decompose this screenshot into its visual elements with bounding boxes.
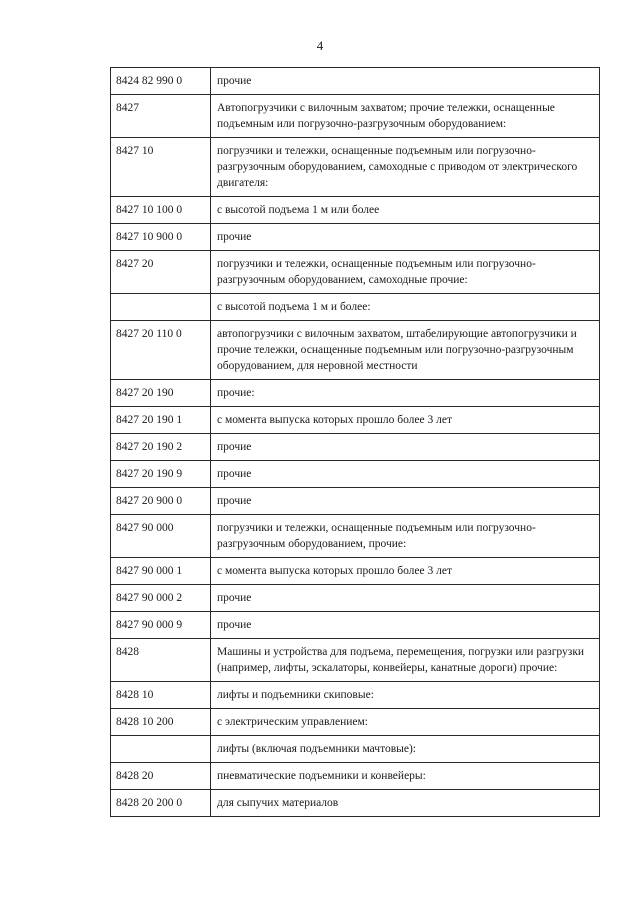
description-cell: погрузчики и тележки, оснащенные подъемным или погрузочно-разгрузочным оборудованием, прочие: — [211, 515, 600, 558]
code-cell — [111, 294, 211, 321]
code-cell: 8427 90 000 2 — [111, 585, 211, 612]
table-row — [111, 251, 600, 294]
description-cell: прочие — [211, 585, 600, 612]
description-cell: автопогрузчики с вилочным захватом, штабелирующие автопогрузчики и прочие тележки, оснащенные подъемным или погрузочно-разгрузочным оборудованием, для неровной местности — [211, 321, 600, 380]
table-row — [111, 736, 600, 763]
table-row — [111, 488, 600, 515]
code-cell: 8427 20 110 0 — [111, 321, 211, 380]
table-row — [111, 558, 600, 585]
table-row — [111, 321, 600, 380]
code-cell: 8427 90 000 1 — [111, 558, 211, 585]
table-row — [111, 585, 600, 612]
description-cell: с электрическим управлением: — [211, 709, 600, 736]
description-cell: прочие — [211, 612, 600, 639]
code-cell: 8428 10 — [111, 682, 211, 709]
description-cell: погрузчики и тележки, оснащенные подъемным или погрузочно-разгрузочным оборудованием, самоходные с приводом от электрического двигателя: — [211, 138, 600, 197]
description-cell: с момента выпуска которых прошло более 3 лет — [211, 558, 600, 585]
description-cell: Машины и устройства для подъема, перемещения, погрузки или разгрузки (например, лифты, эскалаторы, конвейеры, канатные дороги) прочие: — [211, 639, 600, 682]
code-cell: 8427 20 190 9 — [111, 461, 211, 488]
table-row — [111, 790, 600, 817]
table-row — [111, 612, 600, 639]
table-row — [111, 682, 600, 709]
description-cell: с высотой подъема 1 м и более: — [211, 294, 600, 321]
description-cell: лифты и подъемники скиповые: — [211, 682, 600, 709]
description-cell: прочие — [211, 488, 600, 515]
code-cell: 8427 20 — [111, 251, 211, 294]
description-cell: лифты (включая подъемники мачтовые): — [211, 736, 600, 763]
table-row — [111, 515, 600, 558]
code-cell: 8428 10 200 — [111, 709, 211, 736]
table-row — [111, 197, 600, 224]
table-row — [111, 407, 600, 434]
code-cell: 8427 20 900 0 — [111, 488, 211, 515]
code-cell: 8428 20 200 0 — [111, 790, 211, 817]
table-row — [111, 461, 600, 488]
code-cell: 8428 20 — [111, 763, 211, 790]
table-row — [111, 224, 600, 251]
code-cell: 8427 20 190 1 — [111, 407, 211, 434]
description-cell: с высотой подъема 1 м или более — [211, 197, 600, 224]
description-cell: погрузчики и тележки, оснащенные подъемным или погрузочно-разгрузочным оборудованием, самоходные прочие: — [211, 251, 600, 294]
code-cell: 8427 90 000 — [111, 515, 211, 558]
code-cell: 8427 10 — [111, 138, 211, 197]
table-row — [111, 68, 600, 95]
description-cell: прочие: — [211, 380, 600, 407]
description-cell: прочие — [211, 461, 600, 488]
table-row — [111, 138, 600, 197]
code-cell: 8424 82 990 0 — [111, 68, 211, 95]
description-cell: прочие — [211, 224, 600, 251]
table-row — [111, 639, 600, 682]
tariff-code-table — [110, 67, 600, 817]
description-cell: прочие — [211, 434, 600, 461]
code-cell — [111, 736, 211, 763]
code-cell: 8427 90 000 9 — [111, 612, 211, 639]
description-cell: для сыпучих материалов — [211, 790, 600, 817]
page-number: 4 — [316, 38, 324, 53]
description-cell: с момента выпуска которых прошло более 3 лет — [211, 407, 600, 434]
table-row — [111, 95, 600, 138]
code-cell: 8427 20 190 2 — [111, 434, 211, 461]
code-cell: 8427 20 190 — [111, 380, 211, 407]
code-cell: 8428 — [111, 639, 211, 682]
description-cell: прочие — [211, 68, 600, 95]
table-row — [111, 709, 600, 736]
code-cell: 8427 10 100 0 — [111, 197, 211, 224]
code-cell: 8427 — [111, 95, 211, 138]
table-row — [111, 434, 600, 461]
description-cell: пневматические подъемники и конвейеры: — [211, 763, 600, 790]
table-row — [111, 380, 600, 407]
table-row — [111, 294, 600, 321]
code-cell: 8427 10 900 0 — [111, 224, 211, 251]
table-row — [111, 763, 600, 790]
description-cell: Автопогрузчики с вилочным захватом; прочие тележки, оснащенные подъемным или погрузочно-разгрузочным оборудованием: — [211, 95, 600, 138]
